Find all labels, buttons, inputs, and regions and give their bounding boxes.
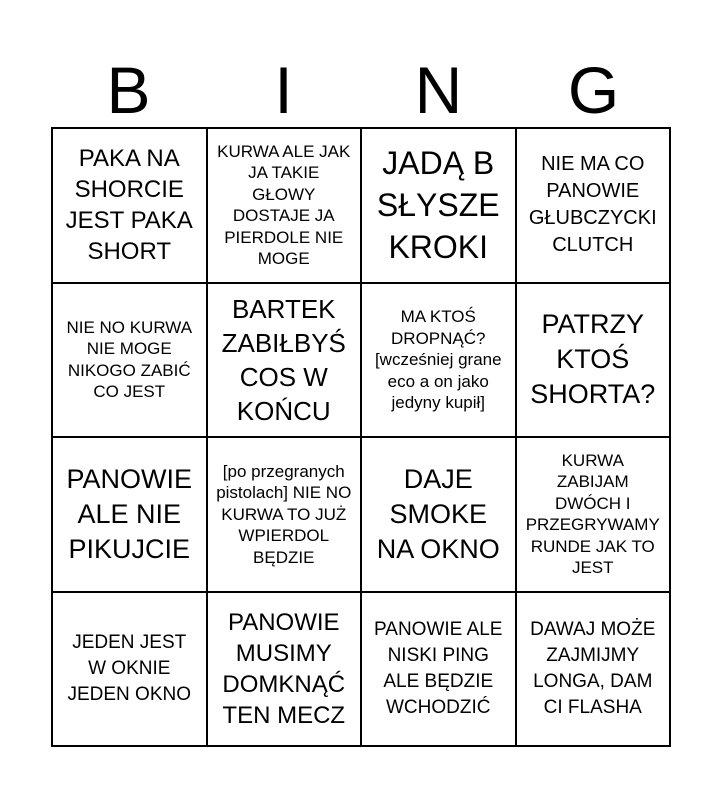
cell-text: [po przegranych pistolach] NIE NO KURWA TO JUŻ WPIERDOL BĘDZIE — [216, 461, 352, 567]
header-letter-b: B — [106, 53, 151, 127]
header-letter-n: N — [414, 53, 463, 127]
cell-text: PAKA NA SHORCIE JEST PAKA SHORT — [65, 145, 193, 266]
bingo-cell-r1c2[interactable] — [207, 128, 362, 283]
cell-text: BARTEK ZABIŁBYŚ COS W KOŃCU — [221, 293, 346, 426]
cell-text: PANOWIE ALE NIE PIKUJCIE — [66, 463, 192, 564]
cell-text: KURWA ALE JAK JA TAKIE GŁOWY DOSTAJE JA PIERDOLE NIE MOGE — [217, 141, 351, 269]
bingo-cell-r1c3[interactable] — [361, 128, 516, 283]
bingo-cell-r3c3[interactable] — [361, 437, 516, 592]
cell-text: JADĄ B SŁYSZE KROKI — [376, 145, 500, 266]
cell-text: DAJE SMOKE NA OKNO — [376, 463, 500, 564]
bingo-cell-r4c1[interactable] — [52, 592, 207, 747]
bingo-cell-r4c3[interactable] — [361, 592, 516, 747]
bingo-header — [51, 52, 671, 128]
cell-text: MA KTOŚ DROPNĄĆ? [wcześniej grane eco a on jako jedyny kupił] — [374, 307, 502, 412]
bingo-cell-r1c4[interactable] — [516, 128, 671, 283]
bingo-cell-r2c4[interactable] — [516, 283, 671, 438]
cell-text: NIE NO KURWA NIE MOGE NIKOGO ZABIĆ CO JEST — [66, 317, 193, 402]
bingo-cell-r2c1[interactable] — [52, 283, 207, 438]
bingo-cell-r3c4[interactable] — [516, 437, 671, 592]
bingo-cell-r1c1[interactable] — [52, 128, 207, 283]
header-letter-i: I — [274, 53, 293, 127]
cell-text: PANOWIE ALE NISKI PING ALE BĘDZIE WCHODZIĆ — [374, 618, 503, 718]
bingo-grid — [51, 127, 671, 747]
bingo-cell-r4c4[interactable] — [516, 592, 671, 747]
cell-text: DAWAJ MOŻE ZAJMIJMY LONGA, DAM CI FLASHA — [530, 618, 656, 718]
cell-text: JEDEN JEST W OKNIE JEDEN OKNO — [67, 631, 192, 705]
bingo-cell-r3c2[interactable] — [207, 437, 362, 592]
cell-text: NIE MA CO PANOWIE GŁUBCZYCKI CLUTCH — [528, 153, 657, 257]
cell-text: KURWA ZABIJAM DWÓCH I PRZEGRYWAMY RUNDE JAK TO JEST — [525, 450, 660, 578]
bingo-cell-r2c2[interactable] — [207, 283, 362, 438]
bingo-cell-r4c2[interactable] — [207, 592, 362, 747]
bingo-cell-r2c3[interactable] — [361, 283, 516, 438]
cell-text: PANOWIE MUSIMY DOMKNĄĆ TEN MECZ — [222, 608, 346, 729]
header-letter-g: G — [567, 53, 620, 127]
bingo-cell-r3c1[interactable] — [52, 437, 207, 592]
cell-text: PATRZY KTOŚ SHORTA? — [530, 309, 656, 410]
